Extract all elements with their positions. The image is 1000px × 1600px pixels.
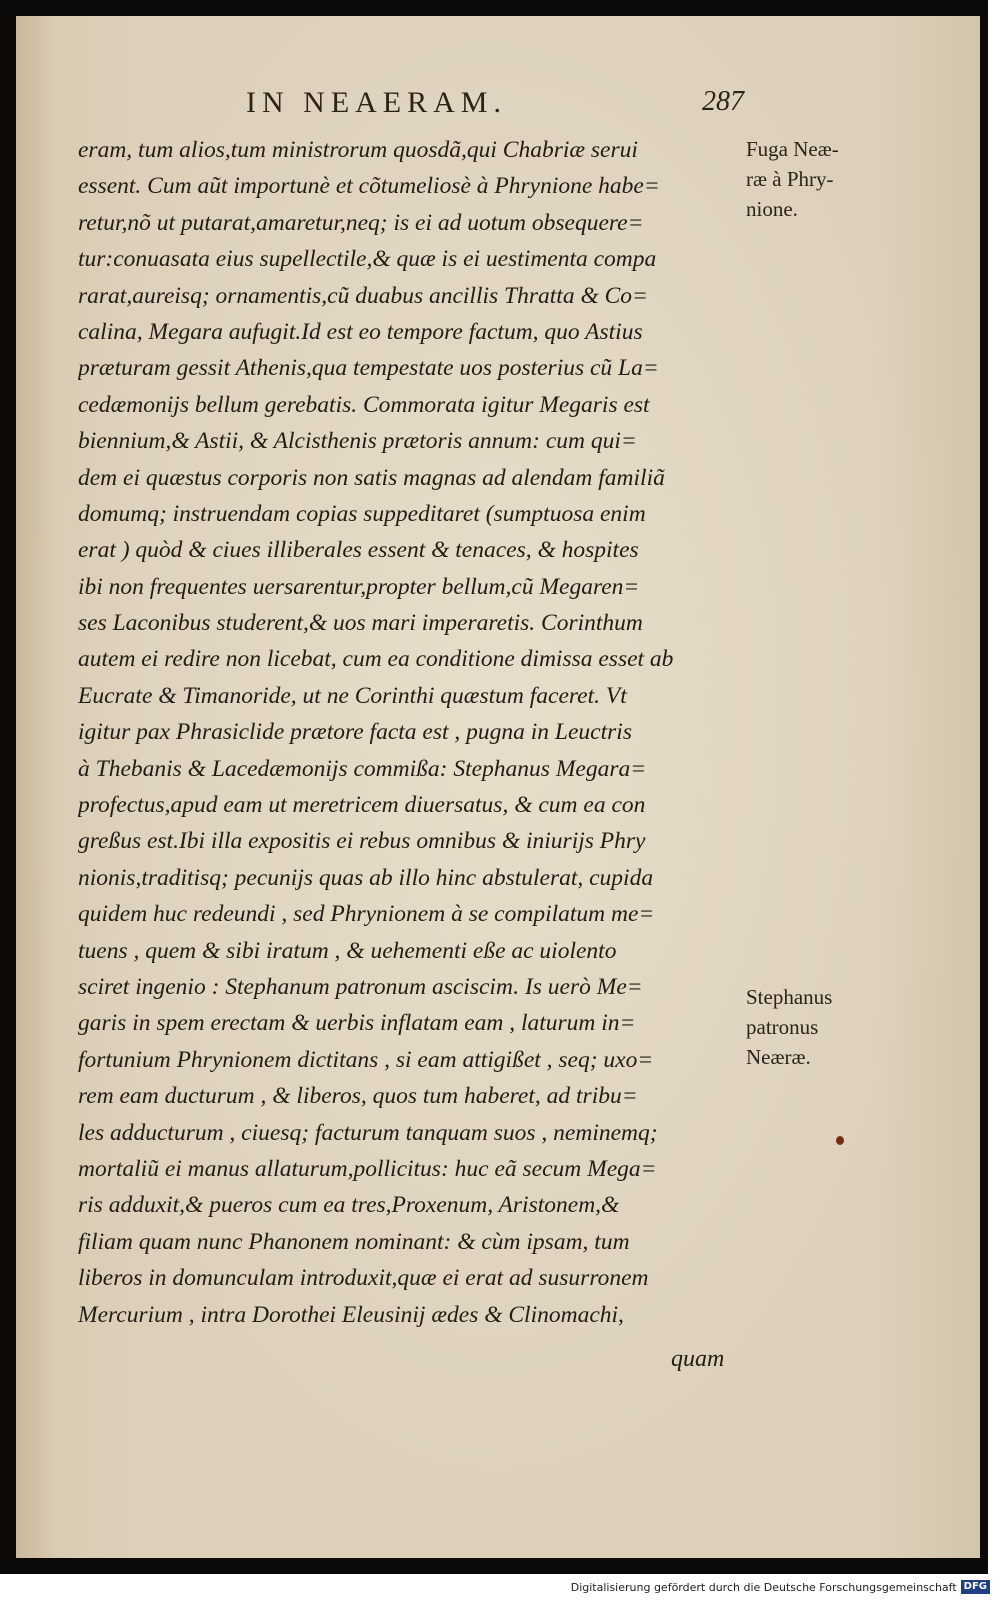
- running-title: IN NEAERAM.: [246, 86, 507, 119]
- text-line: rem eam ducturum , & liberos, quos tum haberet, ad tribu=: [78, 1083, 638, 1110]
- ink-spot: [836, 1136, 844, 1145]
- text-line: retur,nõ ut putarat,amaretur,neq; is ei ad uotum obsequere=: [78, 209, 644, 236]
- margin-note-line: Fuga Neæ-: [746, 137, 839, 161]
- dfg-logo-icon: DFG: [961, 1580, 990, 1594]
- text-line: Eucrate & Timanoride, ut ne Corinthi quæstum faceret. Vt: [78, 682, 627, 709]
- text-line: ses Laconibus studerent,& uos mari imperaretis. Corinthum: [78, 610, 643, 637]
- text-line: garis in spem erectam & uerbis inflatam eam , laturum in=: [78, 1010, 636, 1037]
- text-line: liberos in domunculam introduxit,quæ ei erat ad susurronem: [78, 1265, 649, 1292]
- text-line: les adducturum , ciuesq; facturum tanquam suos , neminemq;: [78, 1119, 658, 1146]
- text-line: autem ei redire non licebat, cum ea conditione dimissa esset ab: [78, 646, 674, 673]
- text-line: à Thebanis & Lacedæmonijs commißa: Stephanus Megara=: [78, 755, 647, 782]
- catchword: quam: [671, 1346, 725, 1372]
- page-number: 287: [702, 86, 744, 117]
- text-line: igitur pax Phrasiclide prætore facta est , pugna in Leuctris: [78, 719, 632, 746]
- text-line: biennium,& Astii, & Alcisthenis prætoris annum: cum qui=: [78, 428, 637, 455]
- text-line: præturam gessit Athenis,qua tempestate uos posterius cũ La=: [78, 355, 659, 382]
- text-line: calina, Megara aufugit.Id est eo tempore factum, quo Astius: [78, 318, 643, 345]
- text-line: ris adduxit,& pueros cum ea tres,Proxenum, Aristonem,&: [78, 1192, 620, 1219]
- text-line: tuens , quem & sibi iratum , & uehementi eße ac uiolento: [78, 937, 617, 964]
- page-header: [16, 86, 980, 126]
- credit-text: Digitalisierung gefördert durch die Deutsche Forschungsgemeinschaft: [570, 1580, 957, 1594]
- margin-note-line: nione.: [746, 197, 798, 221]
- text-line: essent. Cum aũt importunè et cõtumeliosè à Phrynione habe=: [78, 173, 660, 200]
- text-line: eram, tum alios,tum ministrorum quosdã,qui Chabriæ serui: [78, 137, 638, 163]
- text-line: ibi non frequentes uersarentur,propter bellum,cũ Megaren=: [78, 573, 640, 600]
- text-line: greßus est.Ibi illa expositis ei rebus omnibus & iniurijs Phry: [78, 828, 646, 855]
- margin-note-fuga: [746, 134, 886, 224]
- text-line: profectus,apud eam ut meretricem diuersatus, & cum ea con: [78, 792, 646, 819]
- text-line: dem ei quæstus corporis non satis magnas ad alendam familiã: [78, 464, 665, 491]
- text-line: rarat,aureisq; ornamentis,cũ duabus ancillis Thratta & Co=: [78, 282, 648, 309]
- text-line: sciret ingenio : Stephanum patronum ascisciт. Is uerò Me=: [78, 973, 643, 1000]
- text-line: nionis,traditisq; pecunijs quas ab illo hinc abstulerat, cupida: [78, 864, 654, 891]
- margin-note-line: ræ à Phry-: [746, 167, 834, 191]
- text-line: Mercurium , intra Dorothei Eleusinij ædes & Clinomachi,: [78, 1301, 624, 1328]
- text-line: erat ) quòd & ciues illiberales essent & tenaces, & hospites: [78, 537, 639, 564]
- margin-note-line: patronus: [746, 1015, 819, 1039]
- text-line: fortunium Phrynionem dictitans , si eam attigißet , seq; uxo=: [78, 1046, 654, 1073]
- text-line: cedæmonijs bellum gerebatis. Commorata igitur Megaris est: [78, 391, 650, 418]
- main-text-block: [78, 132, 750, 1333]
- text-line: mortaliũ ei manus allaturum,pollicitus: huc eã secum Mega=: [78, 1155, 657, 1182]
- text-line: filiam quam nunc Phanonem nominant: & cùm ipsam, tum: [78, 1228, 630, 1255]
- margin-note-stephanus: [746, 982, 886, 1072]
- text-line: domumq; instruendam copias suppeditaret (sumptuosa enim: [78, 500, 646, 527]
- text-line: quidem huc redeundi , sed Phrynionem à se compilatum me=: [78, 901, 655, 928]
- digitization-credit: [571, 1580, 990, 1594]
- margin-note-line: Neæræ.: [746, 1045, 811, 1069]
- text-line: tur:conuasata eius supellectile,& quæ is ei uestimenta compa: [78, 246, 657, 273]
- book-page: [16, 16, 980, 1558]
- margin-note-line: Stephanus: [746, 985, 833, 1009]
